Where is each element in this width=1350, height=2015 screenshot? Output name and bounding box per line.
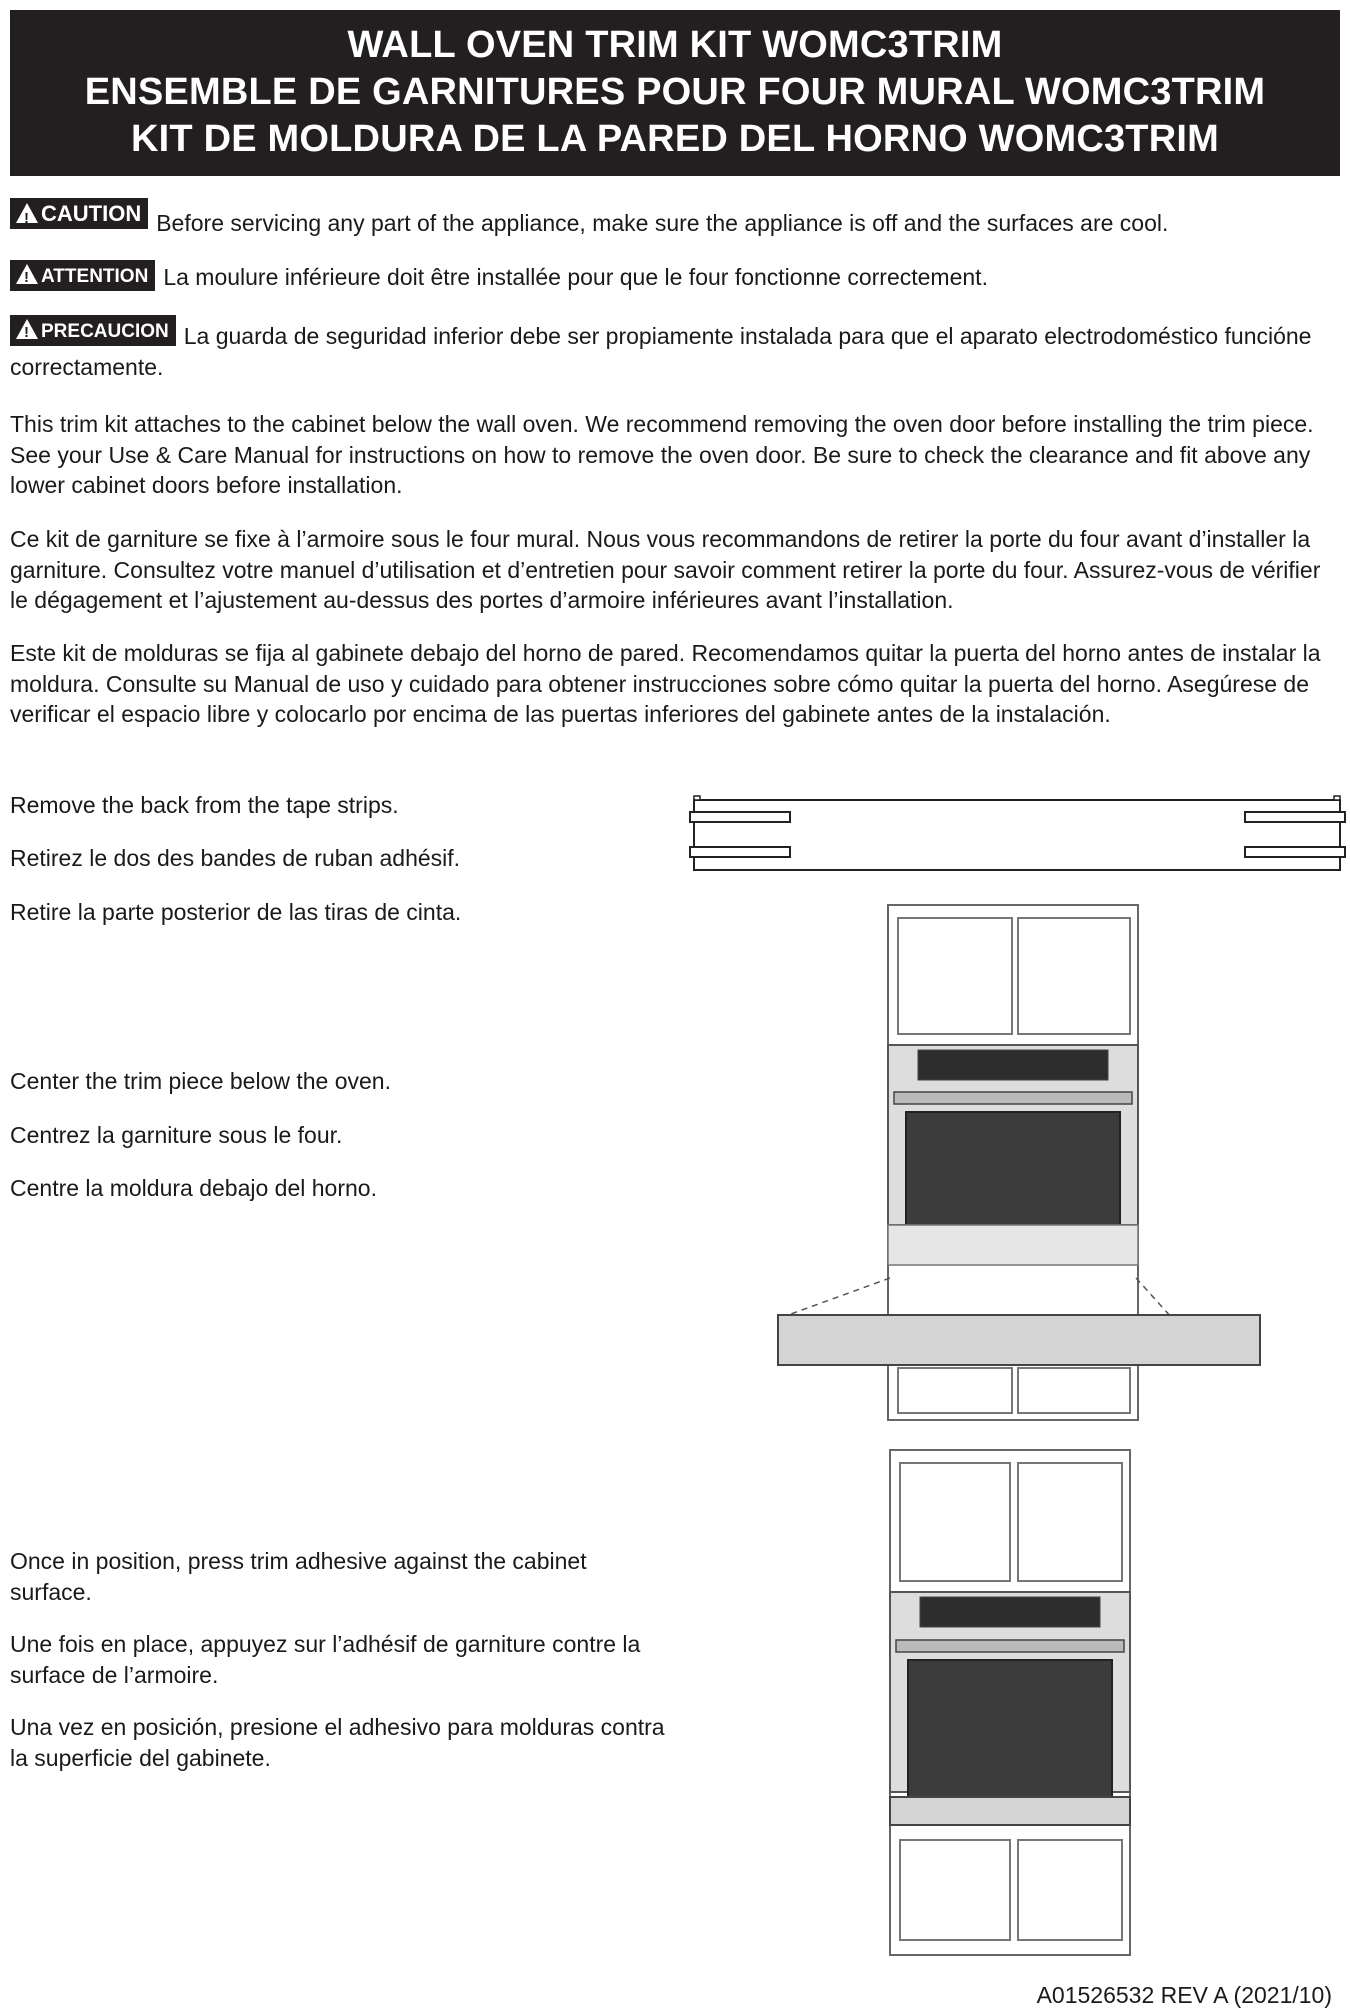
caution-warning: !CAUTION Before servicing any part of the appliance, make sure the appliance is off and the surfaces are cool. (10, 198, 1340, 229)
precaucion-warning: !PRECAUCION La guarda de seguridad inferior debe ser propiamente instalada para que el aparato electrodoméstico funcióne correctamente. (10, 315, 1340, 377)
document-number: A01526532 REV A (2021/10) (1036, 1982, 1332, 2008)
attention-badge: !ATTENTION (10, 260, 155, 291)
caution-badge: !CAUTION (10, 198, 148, 229)
intro-english: This trim kit attaches to the cabinet below the wall oven. We recommend removing the oven door before installing the trim piece. See your Use & Care Manual for instructions on how to remove the oven door. Be sure to check the clearance and fit above any lower cabinet doors before installation. (10, 411, 1314, 498)
step1-french: Retirez le dos des bandes de ruban adhésif. (10, 845, 461, 871)
attention-warning: !ATTENTION La moulure inférieure doit être installée pour que le four fonctionne correctement. (10, 260, 1340, 291)
warning-triangle-icon (16, 203, 38, 223)
step2-english: Center the trim piece below the oven. (10, 1068, 391, 1094)
intro-spanish: Este kit de molduras se fija al gabinete debajo del horno de pared. Recomendamos quitar la puerta del horno antes de instalar la moldura. Consulte su Manual de uso y cuidado para obtener instrucciones sobre cómo quitar la puerta del horno. Asegúrese de verificar el espacio libre y colocarlo por encima de las puertas inferiores del gabinete antes de la instalación. (10, 640, 1321, 727)
step3-spanish: Una vez en posición, presione el adhesivo para molduras contra la superficie del gabinete. (10, 1714, 665, 1771)
step1-spanish: Retire la parte posterior de las tiras de cinta. (10, 899, 462, 925)
title-spanish: KIT DE MOLDURA DE LA PARED DEL HORNO WOMC3TRIM (131, 118, 1219, 160)
step3-french: Une fois en place, appuyez sur l’adhésif de garniture contre la surface de l’armoire. (10, 1631, 641, 1688)
warning-triangle-icon (16, 319, 38, 339)
installed-trim-illustration (880, 1445, 1140, 1965)
document-header (10, 10, 1340, 176)
step2-spanish: Centre la moldura debajo del horno. (10, 1175, 377, 1201)
title-english: WALL OVEN TRIM KIT WOMC3TRIM (347, 24, 1003, 66)
step1-english: Remove the back from the tape strips. (10, 792, 399, 818)
trim-tape-strips-illustration (680, 790, 1350, 890)
center-trim-illustration (770, 900, 1270, 1430)
step2-french: Centrez la garniture sous le four. (10, 1122, 343, 1148)
title-french: ENSEMBLE DE GARNITURES POUR FOUR MURAL WOMC3TRIM (84, 71, 1266, 113)
step3-english: Once in position, press trim adhesive against the cabinet surface. (10, 1548, 587, 1605)
intro-french: Ce kit de garniture se fixe à l’armoire sous le four mural. Nous vous recommandons de retirer la porte du four avant d’installer la garniture. Consultez votre manuel d’utilisation et d’entretien pour savoir comment retirer la porte du four. Assurez-vous de vérifier le dégagement et l’ajustement au-dessus des portes d’armoire inférieures avant l’installation. (10, 526, 1321, 613)
warning-triangle-icon (16, 264, 38, 284)
precaucion-badge: !PRECAUCION (10, 315, 176, 346)
